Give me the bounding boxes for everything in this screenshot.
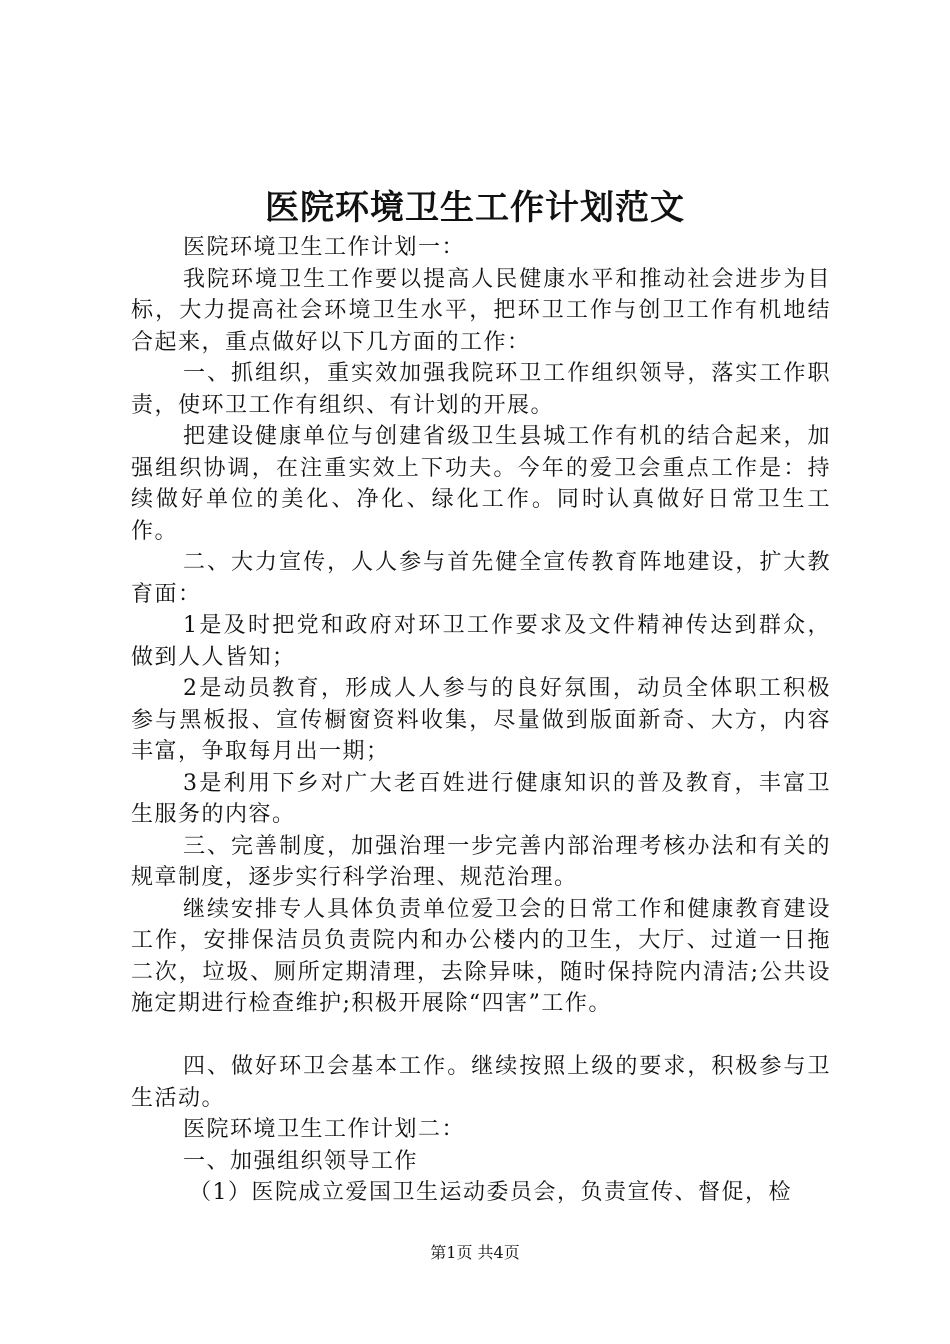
paragraph-section-3: 三、完善制度，加强治理一步完善内部治理考核办法和有关的规章制度，逐步实行科学治理、规范治理。	[131, 833, 831, 890]
document-body	[131, 232, 831, 1209]
paragraph-item-1: 1是及时把党和政府对环卫工作要求及文件精神传达到群众，做到人人皆知；	[131, 613, 831, 670]
plan-two-heading: 医院环境卫生工作计划二：	[183, 1117, 466, 1142]
paragraph-section-2: 二、大力宣传，人人参与首先健全宣传教育阵地建设，扩大教育面：	[131, 550, 831, 607]
paragraph-item-2: 2是动员教育，形成人人参与的良好氛围，动员全体职工积极参与黑板报、宣传橱窗资料收集，尽量做到版面新奇、大方，内容丰富，争取每月出一期；	[131, 676, 831, 764]
paragraph-item-3: 3是利用下乡对广大老百姓进行健康知识的普及教育，丰富卫生服务的内容。	[131, 770, 831, 827]
paragraph-plan-two-section-1: 一、加强组织领导工作	[183, 1148, 419, 1174]
paragraph-section-1-detail: 把建设健康单位与创建省级卫生县城工作有机的结合起来，加强组织协调，在注重实效上下功夫。今年的爱卫会重点工作是：持续做好单位的美化、净化、绿化工作。同时认真做好日常卫生工作。	[131, 424, 831, 544]
paragraph-intro: 我院环境卫生工作要以提高人民健康水平和推动社会进步为目标，大力提高社会环境卫生水平，把环卫工作与创卫工作有机地结合起来，重点做好以下几方面的工作：	[131, 266, 831, 355]
plan-one-heading: 医院环境卫生工作计划一：	[183, 235, 466, 260]
page-number-footer: 第1页 共4页	[430, 1243, 520, 1262]
document-title: 医院环境卫生工作计划范文	[265, 188, 685, 228]
paragraph-section-4: 四、做好环卫会基本工作。继续按照上级的要求，积极参与卫生活动。	[131, 1054, 831, 1111]
paragraph-section-1: 一、抓组织，重实效加强我院环卫工作组织领导，落实工作职责，使环卫工作有组织、有计划的开展。	[131, 361, 831, 418]
paragraph-plan-two-item-1: （1）医院成立爱国卫生运动委员会，负责宣传、督促，检	[189, 1180, 792, 1205]
paragraph-section-3-detail: 继续安排专人具体负责单位爱卫会的日常工作和健康教育建设工作，安排保洁员负责院内和办公楼内的卫生，大厅、过道一日拖二次，垃圾、厕所定期清理，去除异味，随时保持院内清洁;公共设施定期进行检查维护;积极开展除“四害”工作。	[131, 896, 831, 1016]
